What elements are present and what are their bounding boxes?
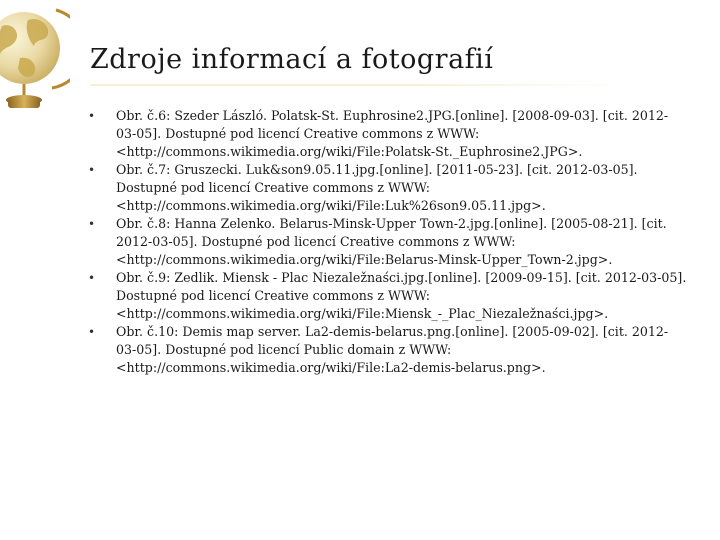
reference-item (88, 269, 688, 323)
reference-text: Obr. č.6: Szeder László. Polatsk-St. Euphrosine2.JPG.[online]. [2008-09-03]. [cit. 2012-03-05]. Dostupné pod licencí Creative commons z WWW: <http://commons.wikimedia.org/wiki/File:Polatsk-St._Euphrosine2.JPG>. (116, 108, 669, 159)
reference-item (88, 161, 688, 215)
reference-text: Obr. č.9: Zedlik. Miensk - Plac Niezaležnaści.jpg.[online]. [2009-09-15]. [cit. 2012-03-05]. Dostupné pod licencí Creative commons z WWW: <http://commons.wikimedia.org/wiki/File:Miensk_-_Plac_Niezaležnaści.jpg>. (116, 270, 687, 321)
reference-text: Obr. č.8: Hanna Zelenko. Belarus-Minsk-Upper Town-2.jpg.[online]. [2005-08-21]. [cit. 2012-03-05]. Dostupné pod licencí Creative commons z WWW: <http://commons.wikimedia.org/wiki/File:Belarus-Minsk-Upper_Town-2.jpg>. (116, 216, 667, 267)
bullet-icon: • (88, 325, 96, 339)
reference-text: Obr. č.7: Gruszecki. Luk&son9.05.11.jpg.[online]. [2011-05-23]. [cit. 2012-03-05]. Dostupné pod licencí Creative commons z WWW: <http://commons.wikimedia.org/wiki/File:Luk%26son9.05.11.jpg>. (116, 162, 638, 213)
slide-title: Zdroje informací a fotografií (90, 44, 494, 75)
reference-item (88, 215, 688, 269)
bullet-icon: • (88, 271, 96, 285)
globe-icon (0, 0, 70, 116)
reference-list (88, 107, 688, 377)
reference-item (88, 107, 688, 161)
bullet-icon: • (88, 217, 96, 231)
bullet-icon: • (88, 109, 96, 123)
title-divider (90, 84, 630, 86)
reference-text: Obr. č.10: Demis map server. La2-demis-belarus.png.[online]. [2005-09-02]. [cit. 2012-03-05]. Dostupné pod licencí Public domain z WWW: <http://commons.wikimedia.org/wiki/File:La2-demis-belarus.png>. (116, 324, 669, 375)
reference-item (88, 323, 688, 377)
bullet-icon: • (88, 163, 96, 177)
